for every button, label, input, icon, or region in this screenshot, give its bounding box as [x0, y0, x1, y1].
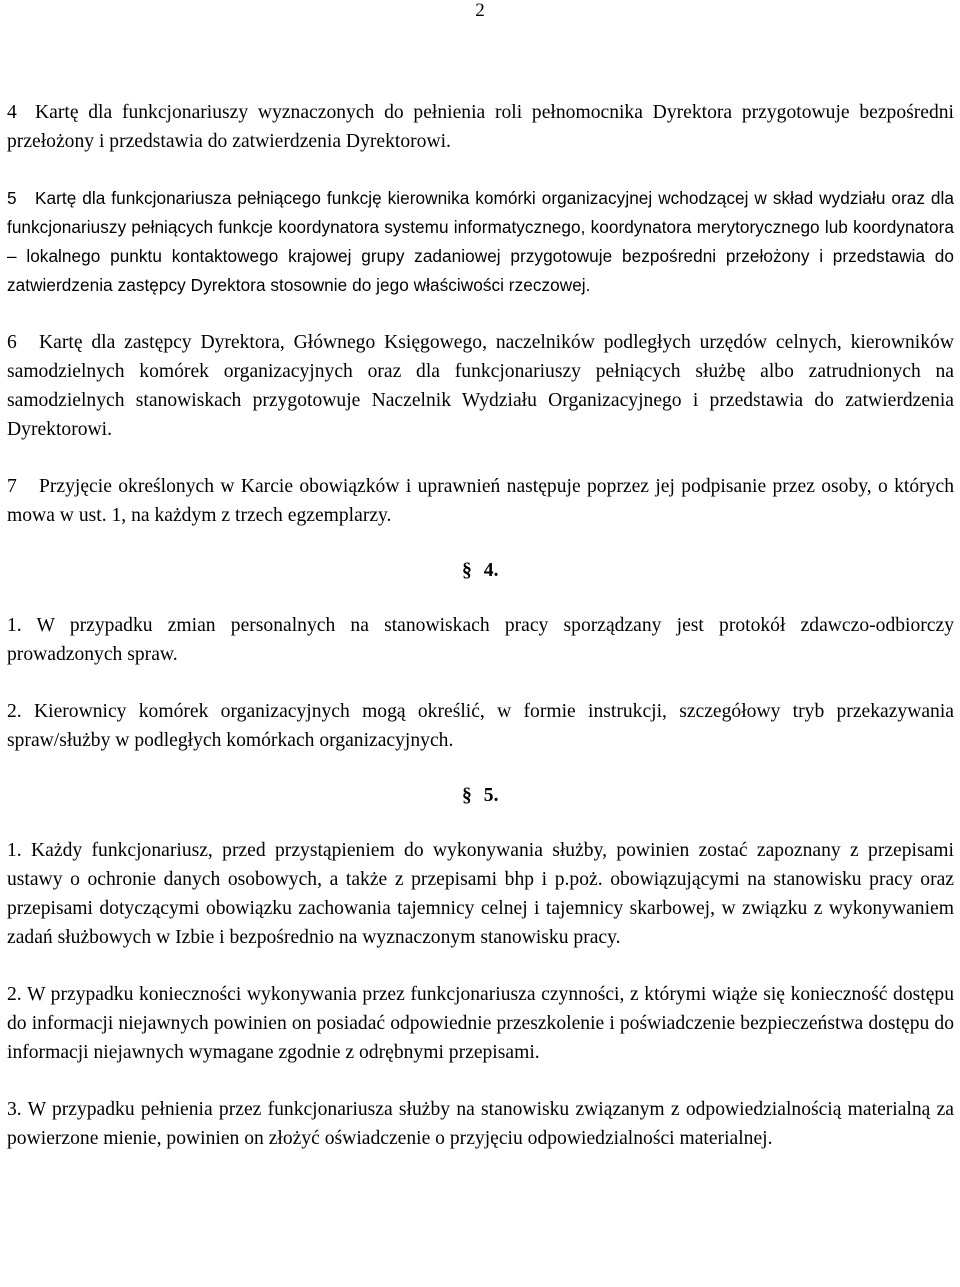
section-5-paragraph-2: 2. W przypadku konieczności wykonywania przez funkcjonariusza czynności, z którymi wiąże się konieczność dostępu do informacji niejawnych powinien on posiadać odpowiednie przeszkolenie i poświadczenie bezpieczeństwa dostępu do informacji niejawnych wymagane zgodnie z odrębnymi przepisami.: [7, 984, 954, 1063]
section-heading-4: [7, 556, 954, 585]
paragraph-4: [7, 98, 954, 156]
paragraph-6: [7, 328, 954, 444]
paragraph-text: Przyjęcie określonych w Karcie obowiązków i uprawnień następuje poprzez jej podpisanie przez osoby, o których mowa w ust. 1, na każdym z trzech egzemplarzy.: [7, 476, 954, 526]
paragraph-number: 4: [7, 102, 17, 123]
paragraph-number: 5: [7, 188, 17, 208]
section-sign: §: [462, 785, 472, 806]
section-number: 5.: [483, 785, 499, 806]
section-4-paragraph-1: 1. W przypadku zmian personalnych na stanowiskach pracy sporządzany jest protokół zdawczo-odbiorczy prowadzonych spraw.: [7, 615, 954, 665]
paragraph-text: Kartę dla funkcjonariusza pełniącego funkcję kierownika komórki organizacyjnej wchodzącej w skład wydziału oraz dla funkcjonariuszy pełniących funkcje koordynatora systemu informatycznego, koordynatora merytorycznego lub koordynatora – lokalnego punktu kontaktowego krajowej grupy zadaniowej przygotowuje bezpośredni przełożony i przedstawia do zatwierdzenia zastępcy Dyrektora stosownie do jego właściwości rzeczowej.: [7, 188, 954, 295]
page-number: 2: [475, 0, 485, 21]
document-body: [7, 98, 954, 1153]
paragraph-number: 7: [7, 476, 17, 497]
section-5-paragraph-3: 3. W przypadku pełnienia przez funkcjonariusza służby na stanowisku związanym z odpowiedzialnością materialną za powierzone mienie, powinien on złożyć oświadczenie o przyjęciu odpowiedzialności materialnej.: [7, 1099, 954, 1149]
section-sign: §: [462, 560, 472, 581]
paragraph-5: [7, 184, 954, 300]
paragraph-text: Kartę dla zastępcy Dyrektora, Głównego Księgowego, naczelników podległych urzędów celnych, kierowników samodzielnych komórek organizacyjnych oraz dla funkcjonariuszy pełniących służbę albo zatrudnionych na samodzielnych stanowiskach przygotowuje Naczelnik Wydziału Organizacyjnego i przedstawia do zatwierdzenia Dyrektorowi.: [7, 332, 954, 440]
section-4-paragraph-2: 2. Kierownicy komórek organizacyjnych mogą określić, w formie instrukcji, szczegółowy tryb przekazywania spraw/służby w podległych komórkach organizacyjnych.: [7, 701, 954, 751]
paragraph-7: [7, 472, 954, 530]
section-5-paragraph-1: 1. Każdy funkcjonariusz, przed przystąpieniem do wykonywania służby, powinien zostać zapoznany z przepisami ustawy o ochronie danych osobowych, a także z przepisami bhp i p.poż. obowiązującymi na stanowisku pracy oraz przepisami dotyczącymi obowiązku zachowania tajemnicy celnej i tajemnicy skarbowej, w związku z wykonywaniem zadań służbowych w Izbie i bezpośrednio na wyznaczonym stanowisku pracy.: [7, 840, 954, 948]
paragraph-text: Kartę dla funkcjonariuszy wyznaczonych do pełnienia roli pełnomocnika Dyrektora przygotowuje bezpośredni przełożony i przedstawia do zatwierdzenia Dyrektorowi.: [7, 102, 954, 152]
section-heading-5: [7, 781, 954, 810]
paragraph-number: 6: [7, 332, 17, 353]
section-number: 4.: [483, 560, 499, 581]
